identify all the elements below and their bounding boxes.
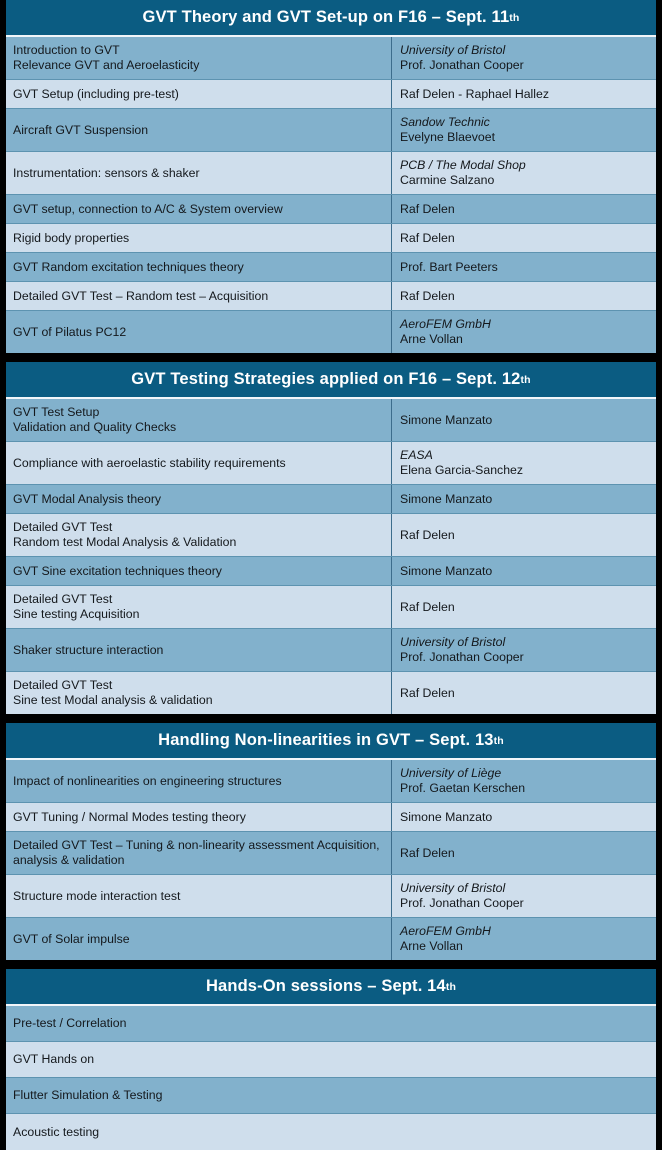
row-topic-line: GVT Setup (including pre-test) (13, 86, 179, 101)
row-speaker-cell (392, 195, 656, 223)
row-organization: PCB / The Modal Shop (400, 158, 526, 172)
section-title: GVT Testing Strategies applied on F16 – Sept. 12 (131, 370, 521, 388)
row-topic-cell (6, 442, 392, 484)
row-topic-line: Instrumentation: sensors & shaker (13, 165, 200, 180)
row-topic-cell (6, 1114, 656, 1150)
agenda-row (6, 282, 656, 311)
row-topic-line: Random test Modal Analysis & Validation (13, 535, 237, 549)
row-speaker-cell (392, 442, 656, 484)
row-topic-line: GVT of Solar impulse (13, 931, 130, 946)
row-speaker-cell (392, 918, 656, 960)
row-speaker-cell (392, 586, 656, 628)
row-speaker-name: Evelyne Blaevoet (400, 130, 496, 144)
agenda-row (6, 224, 656, 253)
row-speaker-cell (392, 399, 656, 441)
row-topic-line: Introduction to GVT (13, 43, 120, 57)
agenda-row (6, 109, 656, 152)
row-speaker-cell (392, 760, 656, 802)
section-rows (6, 760, 656, 960)
row-topic-cell (6, 918, 392, 960)
agenda-row (6, 311, 656, 353)
row-speaker-cell (392, 672, 656, 714)
row-speaker-cell (392, 832, 656, 874)
section-header: Handling Non-linearities in GVT – Sept. 13 th (6, 723, 656, 760)
row-speaker-name: Prof. Jonathan Cooper (400, 58, 524, 72)
row-speaker-cell (392, 557, 656, 585)
row-topic-line: GVT Hands on (13, 1052, 95, 1066)
row-speaker-cell (392, 253, 656, 281)
agenda-row (6, 1042, 656, 1078)
agenda-row (6, 672, 656, 714)
row-topic-cell (6, 253, 392, 281)
row-topic-line: Shaker structure interaction (13, 642, 164, 657)
agenda-section (6, 0, 656, 353)
agenda-row (6, 80, 656, 109)
row-topic-line: Pre-test / Correlation (13, 1016, 127, 1030)
row-topic-cell (6, 629, 392, 671)
agenda-sections-container (6, 0, 656, 1150)
row-topic-cell (6, 514, 392, 556)
row-topic-line: Relevance GVT and Aeroelasticity (13, 58, 200, 72)
row-speaker-name: Raf Delen (400, 685, 455, 700)
row-topic-cell (6, 803, 392, 831)
agenda-row (6, 832, 656, 875)
row-topic-line: Rigid body properties (13, 230, 130, 245)
row-topic-line: GVT setup, connection to A/C & System overview (13, 201, 283, 216)
row-organization: AeroFEM GmbH (400, 317, 491, 331)
row-speaker-name: Raf Delen (400, 201, 455, 216)
row-topic-cell (6, 672, 392, 714)
row-speaker-name: Raf Delen (400, 845, 455, 860)
row-speaker-cell (392, 629, 656, 671)
row-topic-cell (6, 311, 392, 353)
row-organization: University of Bristol (400, 43, 506, 57)
row-speaker-cell (392, 80, 656, 108)
section-rows (6, 37, 656, 353)
section-rows (6, 399, 656, 714)
row-topic-line: Acoustic testing (13, 1124, 100, 1139)
row-topic-line: Detailed GVT Test – Random test – Acquisition (13, 288, 269, 303)
agenda-row (6, 1006, 656, 1042)
row-speaker-name: Raf Delen (400, 527, 455, 542)
row-organization: University of Liège (400, 766, 502, 780)
row-topic-cell (6, 37, 392, 79)
row-speaker-cell (392, 514, 656, 556)
row-topic-line: GVT Test Setup (13, 405, 100, 419)
row-topic-cell (6, 109, 392, 151)
row-topic-cell (6, 152, 392, 194)
agenda-row (6, 195, 656, 224)
agenda-row (6, 1078, 656, 1114)
row-speaker-name: Arne Vollan (400, 939, 463, 953)
section-title: Hands-On sessions – Sept. 14 (205, 977, 446, 995)
agenda-section (6, 969, 656, 1150)
row-organization: EASA (400, 448, 433, 462)
row-topic-cell (6, 195, 392, 223)
row-topic-line: GVT Modal Analysis theory (13, 491, 162, 506)
row-topic-line: Flutter Simulation & Testing (13, 1088, 163, 1102)
agenda-row (6, 1114, 656, 1150)
row-speaker-name: Prof. Jonathan Cooper (400, 650, 524, 664)
row-speaker-name: Prof. Bart Peeters (400, 259, 498, 274)
row-speaker-cell (392, 875, 656, 917)
row-speaker-name: Simone Manzato (400, 412, 493, 427)
row-topic-cell (6, 586, 392, 628)
row-speaker-name: Simone Manzato (400, 491, 493, 506)
row-topic-cell (6, 1078, 656, 1113)
agenda-row (6, 442, 656, 485)
row-topic-cell (6, 224, 392, 252)
agenda-row (6, 399, 656, 442)
row-topic-line: Detailed GVT Test (13, 678, 113, 692)
row-organization: Sandow Technic (400, 115, 490, 129)
row-speaker-name: Raf Delen (400, 288, 455, 303)
agenda-row (6, 586, 656, 629)
row-topic-cell (6, 282, 392, 310)
row-speaker-name: Raf Delen - Raphael Hallez (400, 86, 550, 101)
agenda-row (6, 918, 656, 960)
row-topic-line: Structure mode interaction test (13, 888, 181, 903)
section-title: Handling Non-linearities in GVT – Sept. 13 (158, 731, 494, 749)
section-header: GVT Theory and GVT Set-up on F16 – Sept. 11 th (6, 0, 656, 37)
row-topic-line: GVT Tuning / Normal Modes testing theory (13, 809, 246, 824)
row-topic-cell (6, 1042, 656, 1077)
row-topic-line: GVT Sine excitation techniques theory (13, 563, 222, 578)
row-organization: University of Bristol (400, 635, 506, 649)
row-speaker-name: Prof. Gaetan Kerschen (400, 781, 526, 795)
row-topic-cell (6, 557, 392, 585)
agenda-row (6, 37, 656, 80)
row-organization: AeroFEM GmbH (400, 924, 491, 938)
row-topic-line: Detailed GVT Test – Tuning & non-linearity assessment Acquisition, analysis & validation (13, 838, 380, 867)
row-topic-line: Detailed GVT Test (13, 520, 113, 534)
row-topic-line: Compliance with aeroelastic stability requirements (13, 455, 286, 470)
agenda-row (6, 514, 656, 557)
row-speaker-cell (392, 224, 656, 252)
row-topic-cell (6, 399, 392, 441)
row-speaker-name: Elena Garcia-Sanchez (400, 463, 524, 477)
row-topic-cell (6, 875, 392, 917)
agenda-row (6, 557, 656, 586)
agenda-section (6, 362, 656, 714)
agenda-row (6, 485, 656, 514)
row-topic-cell (6, 80, 392, 108)
row-topic-cell (6, 832, 392, 874)
row-topic-line: GVT Random excitation techniques theory (13, 259, 244, 274)
row-topic-cell (6, 485, 392, 513)
section-rows (6, 1006, 656, 1150)
agenda-row (6, 152, 656, 195)
agenda-row (6, 803, 656, 832)
agenda-row (6, 253, 656, 282)
row-speaker-cell (392, 311, 656, 353)
row-speaker-name: Arne Vollan (400, 332, 463, 346)
row-speaker-cell (392, 485, 656, 513)
row-topic-line: Sine testing Acquisition (13, 607, 140, 621)
row-speaker-cell (392, 109, 656, 151)
row-topic-cell (6, 760, 392, 802)
row-topic-line: GVT of Pilatus PC12 (13, 324, 127, 339)
row-topic-line: Sine test Modal analysis & validation (13, 693, 213, 707)
row-speaker-name: Simone Manzato (400, 809, 493, 824)
row-speaker-name: Carmine Salzano (400, 173, 495, 187)
row-organization: University of Bristol (400, 881, 506, 895)
row-speaker-cell (392, 803, 656, 831)
row-speaker-name: Simone Manzato (400, 563, 493, 578)
row-speaker-name: Prof. Jonathan Cooper (400, 896, 524, 910)
section-header: GVT Testing Strategies applied on F16 – Sept. 12 th (6, 362, 656, 399)
agenda-section (6, 723, 656, 960)
agenda-row (6, 875, 656, 918)
section-header: Hands-On sessions – Sept. 14 th (6, 969, 656, 1006)
row-speaker-cell (392, 37, 656, 79)
row-topic-line: Validation and Quality Checks (13, 420, 177, 434)
row-speaker-cell (392, 152, 656, 194)
row-topic-line: Aircraft GVT Suspension (13, 122, 149, 137)
row-speaker-cell (392, 282, 656, 310)
agenda-row (6, 629, 656, 672)
row-topic-line: Impact of nonlinearities on engineering structures (13, 773, 282, 788)
section-title: GVT Theory and GVT Set-up on F16 – Sept. 11 (142, 8, 510, 26)
row-speaker-name: Raf Delen (400, 599, 455, 614)
agenda-row (6, 760, 656, 803)
row-speaker-name: Raf Delen (400, 230, 455, 245)
row-topic-line: Detailed GVT Test (13, 592, 113, 606)
